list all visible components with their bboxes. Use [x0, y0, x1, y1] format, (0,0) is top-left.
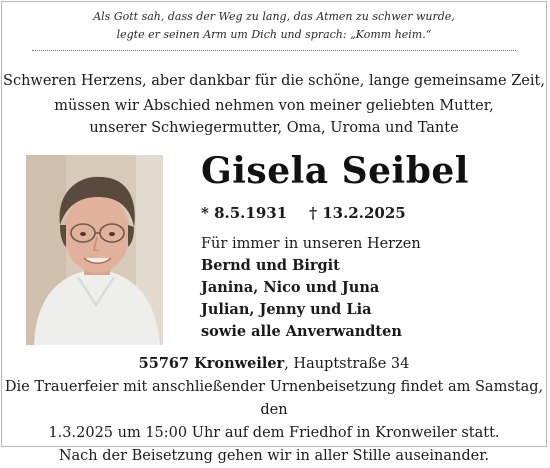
closing-text: [2, 376, 546, 468]
family-member: Janina, Nico und Juna: [201, 279, 380, 296]
family-member: sowie alle Anverwandten: [201, 323, 402, 340]
birth-date: * 8.5.1931: [201, 204, 288, 222]
intro-line-2: müssen wir Abschied nehmen von meiner geliebten Mutter,: [54, 98, 494, 114]
closing-line-3: Nach der Beisetzung gehen wir in aller Stille auseinander.: [58, 448, 490, 464]
postal-city: 55767 Kronweiler: [138, 355, 285, 372]
portrait-photo: [26, 155, 163, 345]
family-list: [201, 233, 421, 343]
street: , Hauptstraße 34: [284, 356, 410, 372]
closing-line-2: 1.3.2025 um 15:00 Uhr auf dem Friedhof in Kronweiler statt.: [48, 425, 500, 441]
deceased-name: Gisela Seibel: [201, 150, 469, 192]
intro-line-3: unserer Schwiegermutter, Oma, Uroma und Tante: [89, 120, 459, 136]
family-member: Julian, Jenny und Lia: [201, 301, 372, 318]
obituary-notice: [1, 1, 547, 464]
life-dates: [201, 204, 428, 222]
intro-line-1: Schweren Herzens, aber dankbar für die schöne, lange gemeinsame Zeit,: [3, 73, 545, 89]
dotted-divider: [32, 50, 516, 51]
death-date: † 13.2.2025: [309, 204, 406, 222]
address-line: [2, 355, 546, 372]
closing-line-1: Die Trauerfeier mit anschließender Urnenbeisetzung findet am Samstag, den: [4, 379, 544, 418]
quote-line-1: Als Gott sah, dass der Weg zu lang, das Atmen zu schwer wurde,: [93, 10, 455, 23]
quote-line-2: legte er seinen Arm um Dich und sprach: „Komm heim.“: [116, 28, 432, 41]
family-member: Bernd und Birgit: [201, 257, 340, 274]
family-intro: Für immer in unseren Herzen: [201, 236, 421, 252]
